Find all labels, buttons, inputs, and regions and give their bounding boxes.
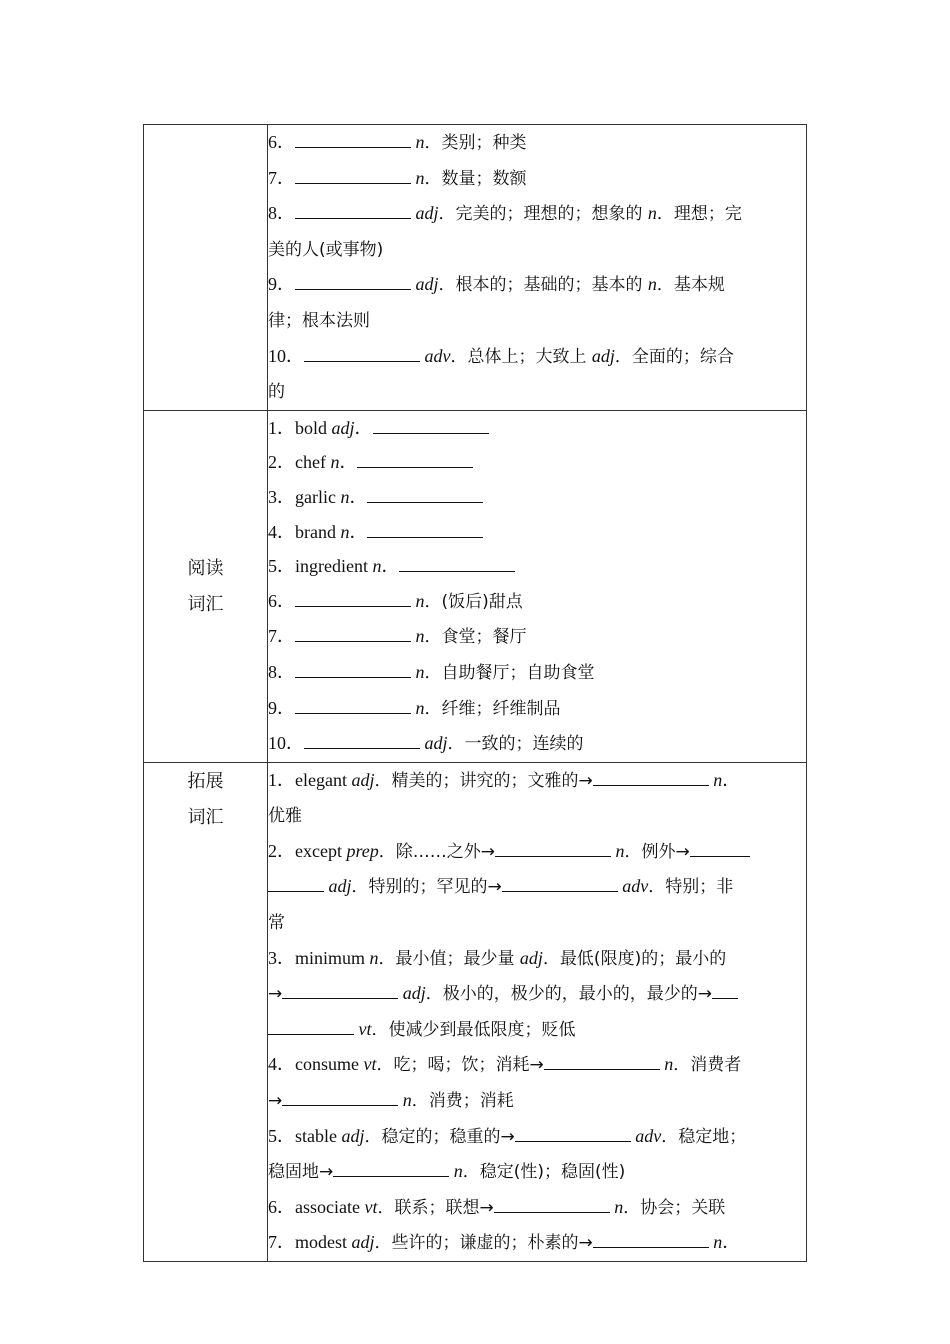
answer-blank[interactable] [295,275,411,290]
list-item: 10． adv．总体上；大致上 adj．全面的；综合 [268,345,734,367]
list-item: 8． adj．完美的；理想的；想象的 n．理想；完 [268,203,742,225]
list-item: 5．ingredient n． [268,549,806,584]
answer-blank[interactable] [494,1198,610,1213]
answer-blank[interactable] [593,1233,709,1248]
answer-blank[interactable] [515,1127,631,1142]
list-item: 8． n．自助餐厅；自助食堂 [268,661,595,683]
list-item: 7． n．食堂；餐厅 [268,626,527,648]
section-label-reading: 阅读 词汇 [144,410,268,762]
list-item: 6． n．(饭后)甜点 [268,590,523,612]
section-label-extended: 拓展 词汇 [144,762,268,1261]
list-item-continuation: → adj．极小的，极少的，最小的，最少的→ [268,976,806,1012]
answer-blank[interactable] [295,627,411,642]
list-item: 6．associate vt．联系；联想→ n．协会；关联 [268,1196,726,1218]
list-item-continuation: 美的人(或事物) [268,239,384,260]
answer-blank[interactable] [544,1055,660,1070]
section-core-content [268,125,807,411]
vocabulary-table [143,124,807,1262]
answer-blank[interactable] [282,984,398,999]
answer-blank[interactable] [295,133,411,148]
list-item: 1．elegant adj．精美的；讲究的；文雅的→ n． [268,769,741,791]
list-item: 7． n．数量；数额 [268,167,527,189]
section-label-empty [144,125,268,411]
section-core-vocab-row [144,125,807,411]
section-reading-vocab-row [144,410,807,762]
answer-blank[interactable] [282,1091,398,1106]
list-item: 3．garlic n． [268,480,806,515]
answer-blank[interactable] [712,984,738,999]
list-item: 6． n．类别；种类 [268,132,527,153]
list-item-continuation: 律；根本法则 [268,310,370,331]
section-extended-content [268,762,807,1261]
answer-blank[interactable] [295,592,411,607]
list-item-continuation: 的 [268,382,285,403]
answer-blank[interactable] [295,204,411,219]
list-item: 9． n．纤维；纤维制品 [268,697,561,719]
answer-blank[interactable] [304,734,420,749]
list-item-continuation: vt．使减少到最低限度；贬低 [268,1012,806,1048]
answer-blank[interactable] [268,877,324,892]
list-item: 2．chef n． [268,445,806,480]
list-item: 9． adj．根本的；基础的；基本的 n．基本规 [268,274,725,296]
answer-blank[interactable] [268,1020,354,1035]
answer-blank[interactable] [304,347,420,362]
list-item-continuation: 优雅 [268,806,302,827]
section-extended-vocab-row [144,762,807,1261]
list-item: 10． adj．一致的；连续的 [268,733,584,755]
list-item-continuation: 常 [268,913,285,934]
answer-blank[interactable] [367,488,483,503]
list-item: 4．brand n． [268,515,806,550]
answer-blank[interactable] [357,453,473,468]
answer-blank[interactable] [373,419,489,434]
answer-blank[interactable] [502,877,618,892]
section-reading-content [268,410,807,762]
answer-blank[interactable] [399,557,515,572]
list-item: 4．consume vt．吃；喝；饮；消耗→ n．消费者 [268,1054,742,1076]
list-item: 5．stable adj．稳定的；稳重的→ adv．稳定地； [268,1125,747,1147]
answer-blank[interactable] [295,169,411,184]
list-item-continuation: → n．消费；消耗 [268,1090,514,1112]
answer-blank[interactable] [593,771,709,786]
answer-blank[interactable] [690,842,750,857]
answer-blank[interactable] [495,842,611,857]
list-item: 3．minimum n．最小值；最少量 adj．最低(限度)的；最小的 [268,947,727,969]
answer-blank[interactable] [367,523,483,538]
list-item: 1．bold adj． [268,411,806,446]
answer-blank[interactable] [295,699,411,714]
list-item: 7．modest adj．些许的；谦虚的；朴素的→ n． [268,1232,741,1254]
list-item: 2．except prep．除……之外→ n．例外→ [268,834,806,870]
list-item-continuation: adj．特别的；罕见的→ adv．特别；非 [268,869,806,905]
answer-blank[interactable] [333,1162,449,1177]
answer-blank[interactable] [295,663,411,678]
list-item-continuation: 稳固地→ n．稳定(性)；稳固(性) [268,1161,626,1183]
